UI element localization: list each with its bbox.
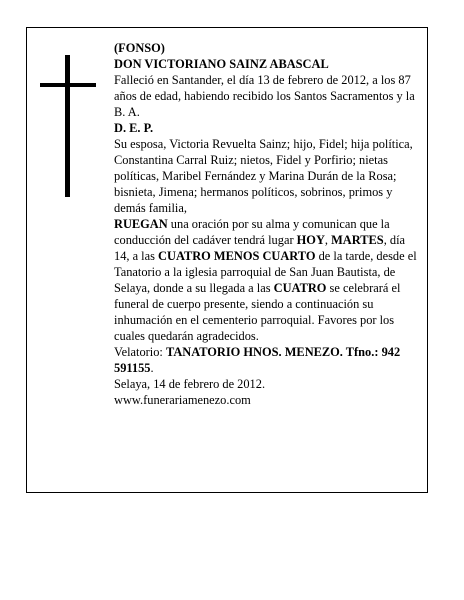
funeral-hour: CUATRO MENOS CUARTO <box>158 249 316 263</box>
funeral-comma: , <box>324 233 332 247</box>
funeral-text-4: se celebrará el funeral de cuerpo presente, siendo a continuación su inhumación en el cementerio parroquial. Favores por los cuales quedarán agradecidos. <box>114 281 401 343</box>
funeral-text-1: una oración por su alma y comunican que la conducción del cadáver tendrá lugar <box>114 217 390 247</box>
wake-place: TANATORIO HNOS. MENEZO. Tfno.: 942 591155 <box>114 345 401 375</box>
funeral-text-3: de la tarde, desde el Tanatorio a la iglesia parroquial de San Juan Bautista, de Selaya, donde a su llegada a las <box>114 249 417 295</box>
date-place: Selaya, 14 de febrero de 2012. <box>114 377 266 391</box>
family-list: Su esposa, Victoria Revuelta Sainz; hijo, Fidel; hija política, Constantina Carral Ruiz; nietos, Fidel y Porfirio; nietas políticas, Maribel Fernández y Marina Durán de la Rosa; bisnieta, Jimena; hermanos políticos, sobrinos, primos y demás familia, <box>114 137 413 215</box>
death-info: Falleció en Santander, el día 13 de febrero de 2012, a los 87 años de edad, habiendo recibido los Santos Sacramentos y la B. A. <box>114 73 415 119</box>
nickname: (FONSO) <box>114 41 165 55</box>
funeral-text-2: , día 14, a las <box>114 233 406 263</box>
wake-info <box>114 344 418 376</box>
obituary-text <box>114 40 418 408</box>
wake-end: . <box>150 361 154 375</box>
wake-label: Velatorio: <box>114 345 166 359</box>
hoy-word: HOY <box>296 233 325 247</box>
cross-vertical-bar <box>65 55 70 197</box>
cross-horizontal-bar <box>40 83 96 87</box>
cross-icon <box>40 55 96 197</box>
martes-word: MARTES <box>331 233 384 247</box>
funeral-announcement <box>114 216 418 344</box>
rip-line: D. E. P. <box>114 121 154 135</box>
cuatro-word: CUATRO <box>273 281 327 295</box>
deceased-name: DON VICTORIANO SAINZ ABASCAL <box>114 57 329 71</box>
website-text: www.funerariamenezo.com <box>114 393 251 407</box>
ruegan-word: RUEGAN <box>114 217 168 231</box>
